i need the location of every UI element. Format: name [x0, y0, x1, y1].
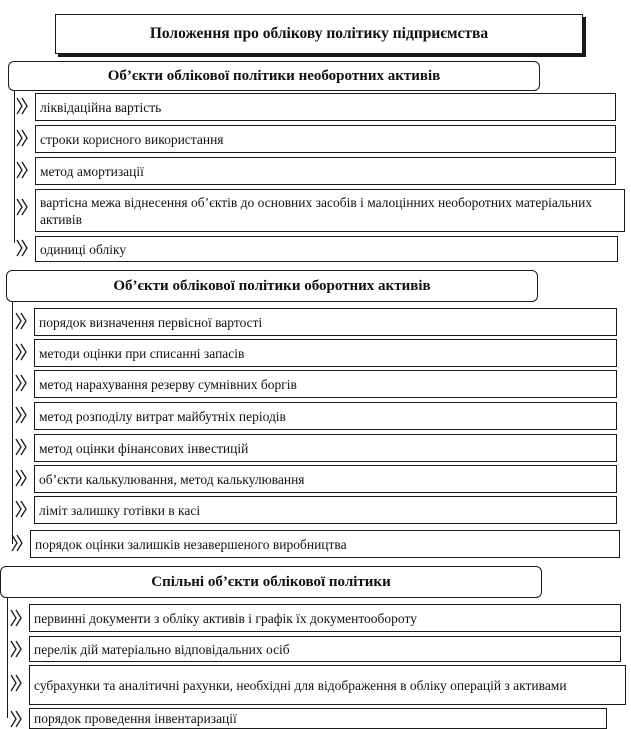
bracket-arrow-icon [15, 161, 29, 179]
bracket-arrow-icon [14, 500, 28, 518]
list-item: метод нарахування резерву сумнівних боргів [34, 370, 617, 398]
bracket-arrow-icon [9, 674, 23, 692]
bracket-arrow-icon [14, 406, 28, 424]
page-title [55, 14, 583, 54]
list-item: вартісна межа віднесення об’єктів до основних засобів і малоцінних необоротних матеріальних активів [35, 189, 625, 232]
section-connector-line [7, 598, 8, 718]
section-header-text: Об’єкти облікової політики оборотних активів [113, 277, 431, 294]
bracket-arrow-icon [14, 343, 28, 361]
bracket-arrow-icon [14, 469, 28, 487]
list-item: метод оцінки фінансових інвестицій [34, 434, 617, 462]
list-item: ліквідаційна вартість [35, 93, 616, 121]
bracket-arrow-icon [14, 374, 28, 392]
bracket-arrow-icon [10, 534, 24, 552]
list-item: методи оцінки при списанні запасів [34, 339, 617, 367]
section-header-noncurrent-assets [8, 61, 540, 91]
list-item: об’єкти калькулювання, метод калькулювання [34, 465, 617, 493]
bracket-arrow-icon [15, 198, 29, 216]
bracket-arrow-icon [15, 239, 29, 257]
list-item: субрахунки та аналітичні рахунки, необхідні для відображення в обліку операцій з активами [29, 665, 626, 705]
page-title-text: Положення про облікову політику підприємства [149, 25, 489, 42]
list-item: порядок визначення первісної вартості [34, 308, 617, 336]
bracket-arrow-icon [14, 312, 28, 330]
bracket-arrow-icon [9, 640, 23, 658]
list-item: порядок оцінки залишків незавершеного виробництва [30, 530, 620, 558]
bracket-arrow-icon [9, 609, 23, 627]
bracket-arrow-icon [9, 710, 23, 728]
list-item: одиниці обліку [35, 236, 618, 262]
bracket-arrow-icon [14, 438, 28, 456]
list-item: порядок проведення інвентаризації [29, 708, 607, 729]
section-header-current-assets [6, 270, 538, 302]
list-item: перелік дій матеріально відповідальних осіб [29, 636, 621, 662]
section-header-common [0, 566, 542, 598]
bracket-arrow-icon [15, 97, 29, 115]
list-item: метод амортизації [35, 157, 616, 185]
bracket-arrow-icon [15, 129, 29, 147]
list-item: метод розподілу витрат майбутніх періодів [34, 402, 617, 430]
list-item: первинні документи з обліку активів і графік їх документообороту [29, 604, 621, 632]
section-header-text: Спільні об’єкти облікової політики [151, 573, 391, 590]
list-item: строки корисного використання [35, 125, 616, 153]
list-item: ліміт залишку готівки в касі [34, 496, 617, 524]
section-header-text: Об’єкти облікової політики необоротних активів [107, 67, 441, 84]
section-connector-line [12, 302, 13, 544]
